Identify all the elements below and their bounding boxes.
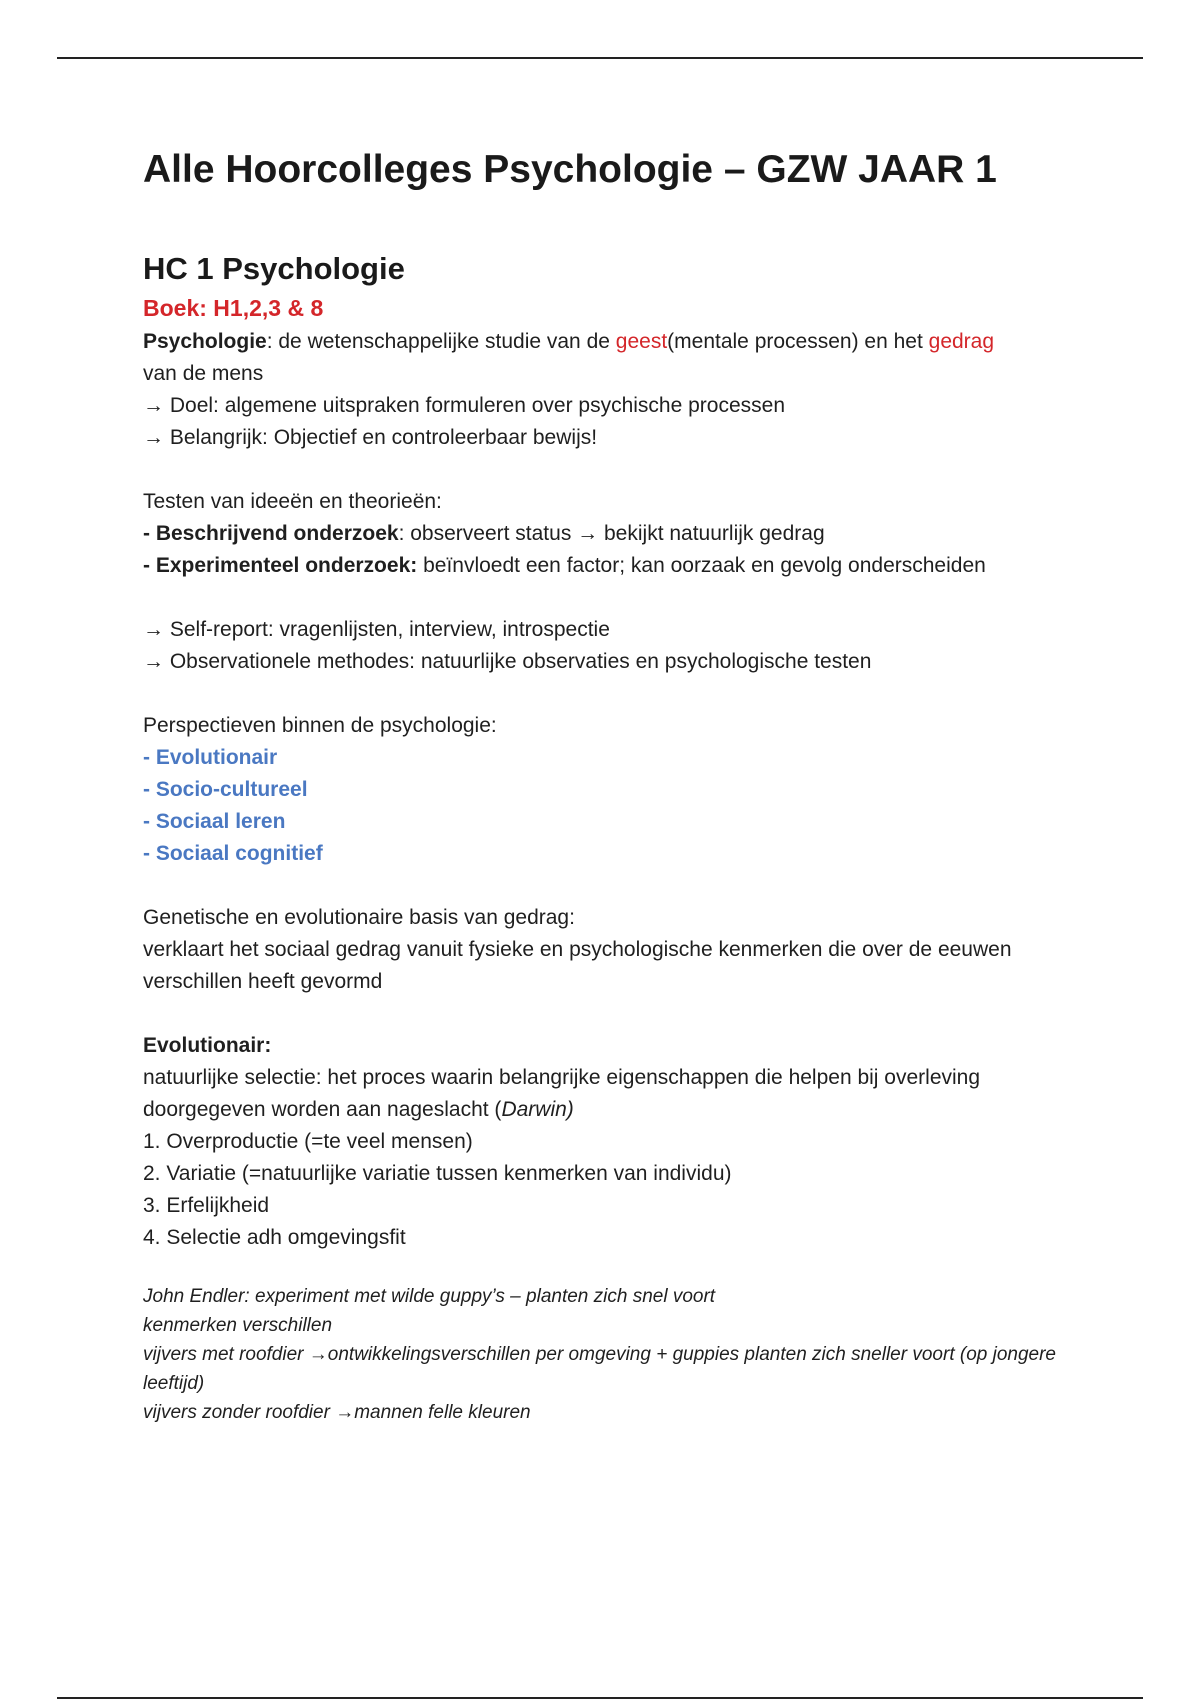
spacer	[143, 870, 1063, 902]
perspective-item: - Socio-cultureel	[143, 778, 308, 801]
perspective-item: - Sociaal cognitief	[143, 842, 323, 865]
arrow-right-icon: →	[143, 426, 164, 449]
testing-item-experimental: - Experimenteel onderzoek: beïnvloedt een factor; kan oorzaak en gevolg onderscheiden	[143, 554, 986, 577]
selection-list-item: 1. Overproductie (=te veel mensen)	[143, 1130, 473, 1153]
document-body	[143, 140, 1063, 1427]
endler-line: vijvers zonder roofdier →mannen felle kleuren	[143, 1402, 531, 1423]
book-chapters: Boek: H1,2,3 & 8	[143, 295, 324, 321]
genetic-text: verklaart het sociaal gedrag vanuit fysieke en psychologische kenmerken die over de eeuwen verschillen heeft gevormd	[143, 938, 1012, 993]
arrow-point: → Doel: algemene uitspraken formuleren over psychische processen	[143, 394, 785, 417]
page-title: Alle Hoorcolleges Psychologie – GZW JAAR 1	[143, 148, 997, 191]
testing-intro: Testen van ideeën en theorieën:	[143, 490, 442, 513]
endler-line: vijvers met roofdier →ontwikkelingsverschillen per omgeving + guppies planten zich sneller voort (op jongere leeftijd)	[143, 1344, 1056, 1394]
definition-text-1: : de wetenschappelijke studie van de	[266, 330, 616, 353]
bottom-rule	[57, 1697, 1143, 1699]
arrow-right-icon: →	[577, 522, 599, 545]
selection-list-item: 3. Erfelijkheid	[143, 1194, 270, 1217]
keyword-gedrag: gedrag	[928, 330, 995, 353]
arrow-point: → Belangrijk: Objectief en controleerbaar bewijs!	[143, 426, 598, 449]
spacer	[143, 678, 1063, 710]
arrow-right-icon: →	[143, 650, 164, 673]
testing-item-descriptive: - Beschrijvend onderzoek: observeert status → bekijkt natuurlijk gedrag	[143, 522, 825, 545]
spacer	[143, 454, 1063, 486]
natural-selection-text: natuurlijke selectie: het proces waarin belangrijke eigenschappen die helpen bij overleving doorgegeven worden aan nageslacht (Darwin)	[143, 1066, 981, 1121]
top-rule	[57, 57, 1143, 59]
arrow-right-icon: →	[308, 1344, 328, 1365]
lecture-heading: HC 1 Psychologie	[143, 251, 405, 286]
endler-line: kenmerken verschillen	[143, 1315, 333, 1336]
arrow-right-icon: →	[335, 1402, 355, 1423]
arrow-point: → Self-report: vragenlijsten, interview, introspectie	[143, 618, 610, 641]
endler-line: John Endler: experiment met wilde guppy’s – planten zich snel voort	[143, 1286, 716, 1307]
darwin-reference: Darwin)	[501, 1098, 574, 1121]
psychology-definition	[143, 326, 1063, 390]
perspectives-intro: Perspectieven binnen de psychologie:	[143, 714, 497, 737]
arrow-right-icon: →	[143, 618, 164, 641]
perspective-item: - Sociaal leren	[143, 810, 286, 833]
definition-term: Psychologie	[143, 330, 267, 353]
evolutionair-heading: Evolutionair:	[143, 1034, 272, 1057]
definition-text-2: (mentale processen) en het	[667, 330, 929, 353]
definition-text-3: van de mens	[143, 362, 264, 385]
spacer	[143, 582, 1063, 614]
arrow-right-icon: →	[143, 394, 164, 417]
spacer	[143, 998, 1063, 1030]
selection-list-item: 4. Selectie adh omgevingsfit	[143, 1226, 406, 1249]
keyword-geest: geest	[615, 330, 668, 353]
spacer	[143, 1254, 1063, 1282]
arrow-point: → Observationele methodes: natuurlijke observaties en psychologische testen	[143, 650, 872, 673]
selection-list-item: 2. Variatie (=natuurlijke variatie tussen kenmerken van individu)	[143, 1162, 732, 1185]
genetic-heading: Genetische en evolutionaire basis van gedrag:	[143, 906, 575, 929]
perspective-item: - Evolutionair	[143, 746, 278, 769]
